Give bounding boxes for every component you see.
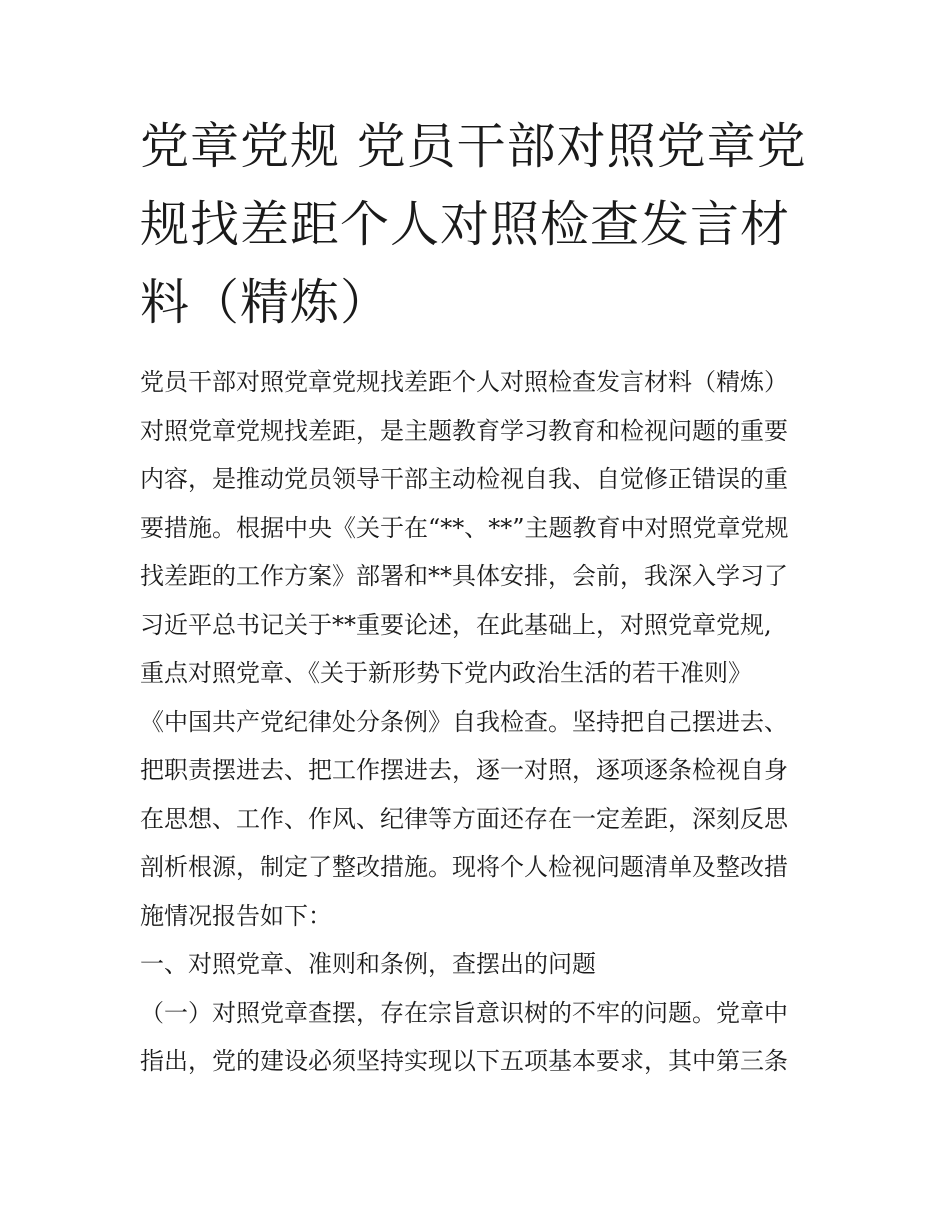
body-line: 重点对照党章、《关于新形势下党内政治生活的若干准则》 <box>140 659 752 687</box>
document-body <box>140 358 820 1086</box>
document-title <box>140 108 820 342</box>
section-heading: 一、对照党章、准则和条例，查摆出的问题 <box>140 950 596 978</box>
title-line: 党章党规 党员干部对照党章党 <box>140 118 807 175</box>
title-line: 料（精炼） <box>140 274 391 331</box>
body-line: 《中国共产党纪律处分条例》自我检查。坚持把自己摆进去、 <box>140 707 788 736</box>
body-line: 内容，是推动党员领导干部主动检视自我、自觉修正错误的重 <box>140 465 788 493</box>
body-line: 对照党章党规找差距，是主题教育学习教育和检视问题的重要 <box>140 416 788 445</box>
body-line: 找差距的工作方案》部署和**具体安排，会前，我深入学习了 <box>140 562 788 590</box>
body-line: 指出，党的建设必须坚持实现以下五项基本要求，其中第三条 <box>140 1047 788 1075</box>
body-line: （一）对照党章查摆，存在宗旨意识树的不牢的问题。党章中 <box>140 998 788 1027</box>
body-line: 要措施。根据中央《关于在“**、**”主题教育中对照党章党规 <box>140 513 789 542</box>
body-line: 把职责摆进去、把工作摆进去，逐一对照，逐项逐条检视自身 <box>140 756 788 784</box>
body-line: 习近平总书记关于**重要论述，在此基础上，对照党章党规, <box>140 610 772 639</box>
body-line: 施情况报告如下： <box>140 901 332 930</box>
body-line: 在思想、工作、作风、纪律等方面还存在一定差距，深刻反思 <box>140 804 788 833</box>
body-line: 剖析根源，制定了整改措施。现将个人检视问题清单及整改措 <box>140 853 788 881</box>
title-line: 规找差距个人对照检查发言材 <box>140 196 791 253</box>
body-line: 党员干部对照党章党规找差距个人对照检查发言材料（精炼） <box>140 368 788 396</box>
